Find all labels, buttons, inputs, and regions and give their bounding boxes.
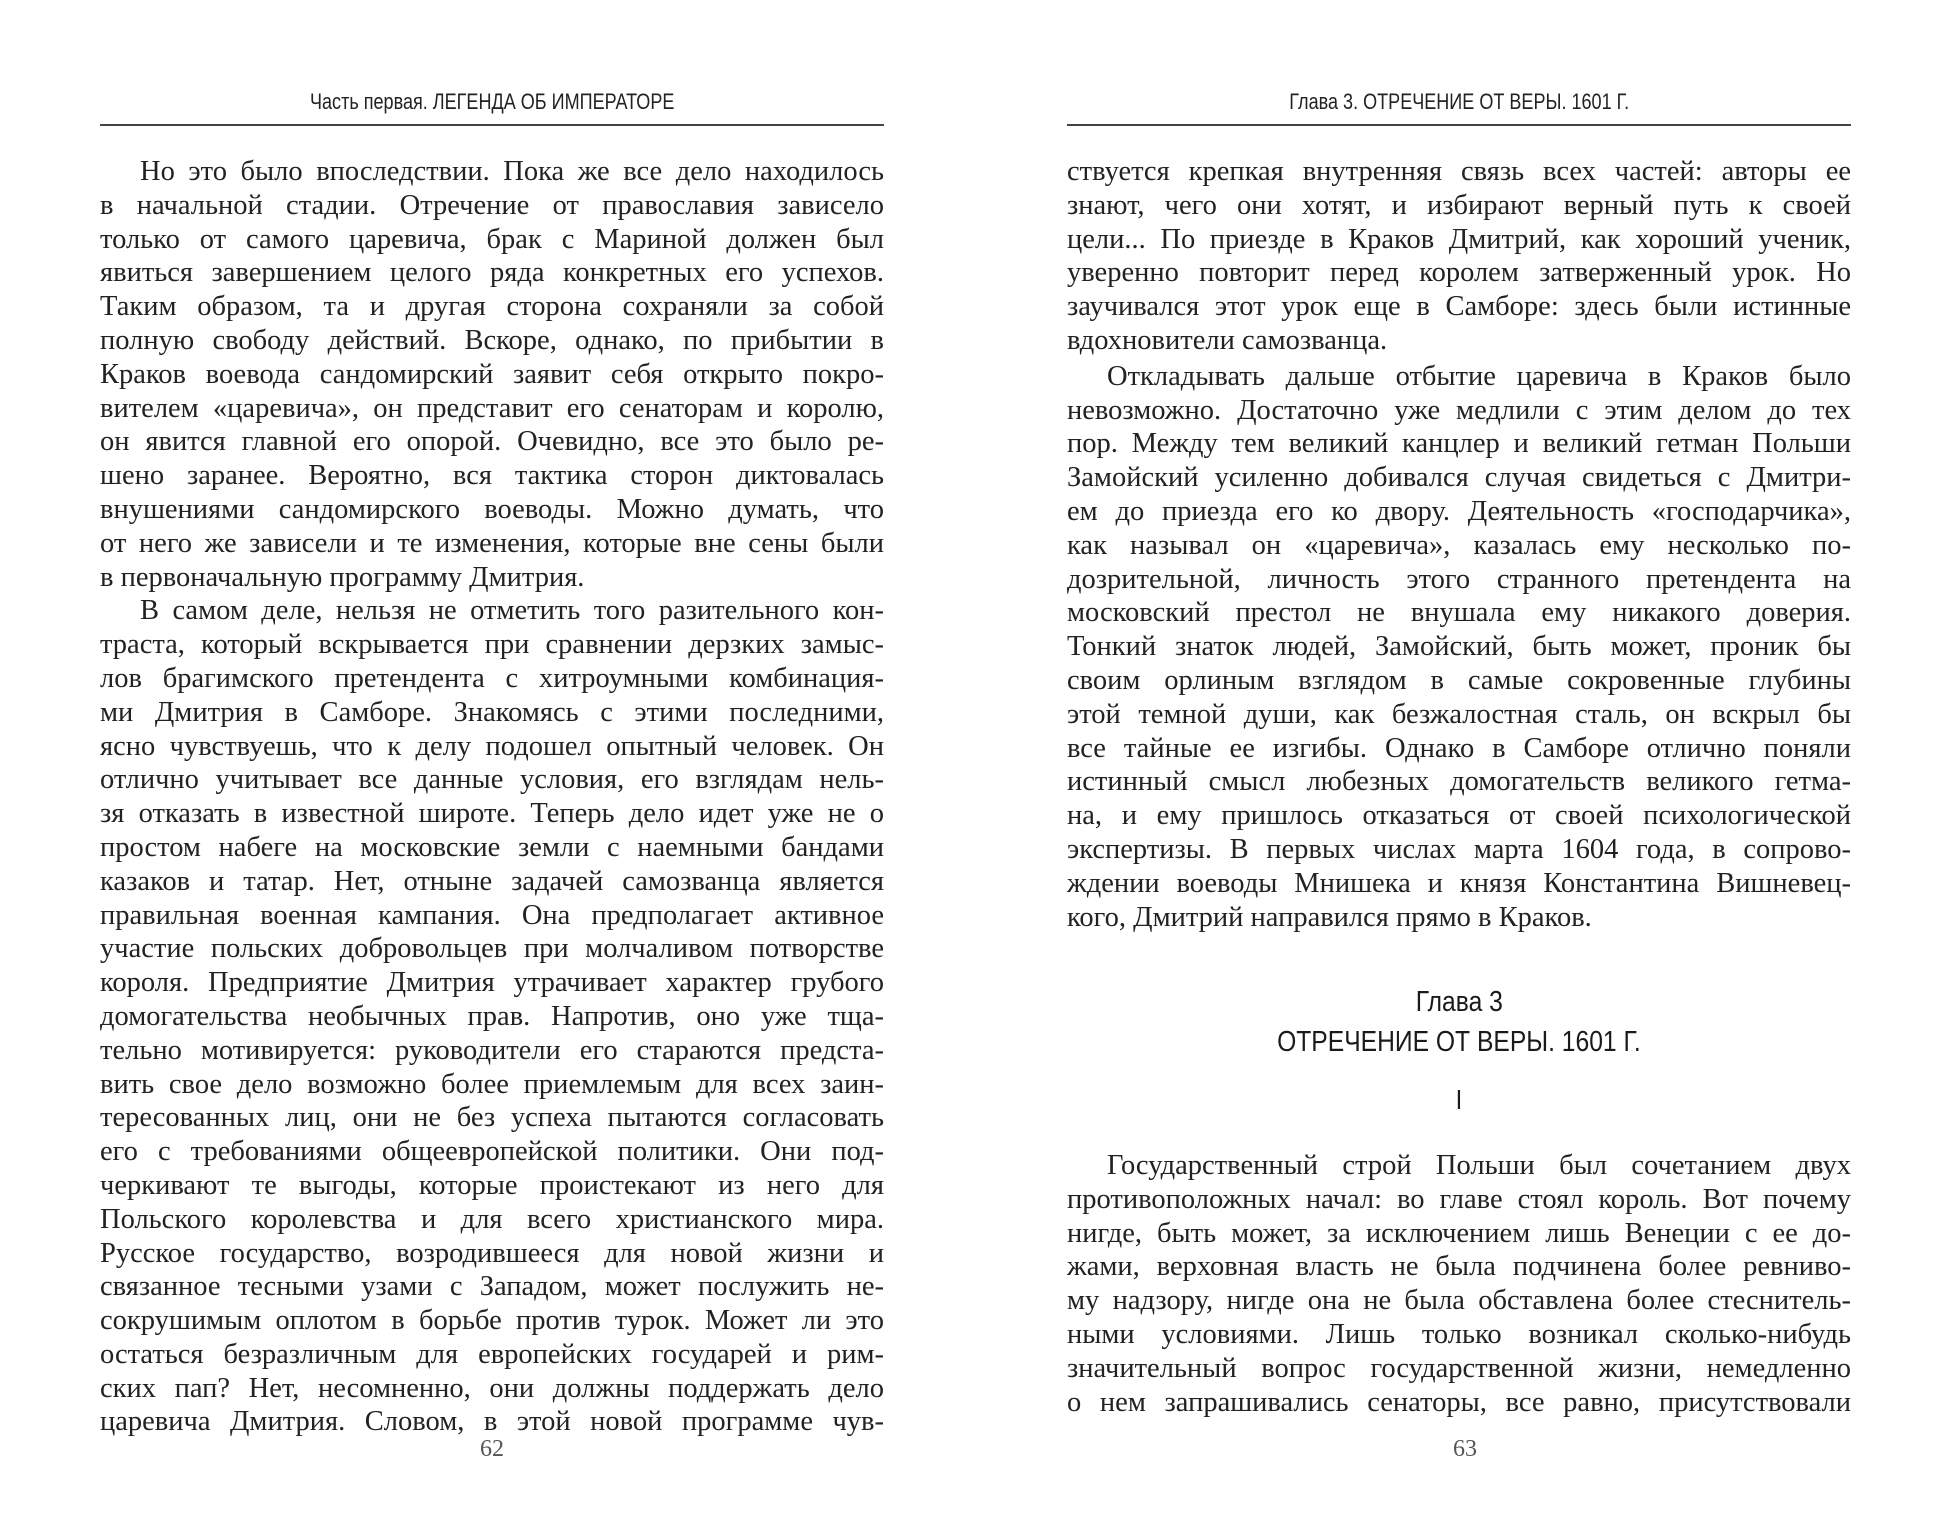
text-line: вдохновители самозванца.	[1067, 324, 1388, 356]
text-line: Русское государство, возродившееся для новой жизни и	[100, 1237, 884, 1269]
text-line: черкивают те выгоды, которые проистекают из него для	[100, 1169, 884, 1201]
text-line: кого, Дмитрий направился прямо в Краков.	[1067, 901, 1592, 933]
paragraph	[100, 155, 884, 594]
text-line: тельно мотивируется: руководители его стараются предста-	[100, 1034, 884, 1066]
text-line: сокрушимым оплотом в борьбе против турок. Может ли это	[100, 1305, 884, 1337]
chapter-label-text: Глава 3	[1415, 986, 1503, 1018]
body-text	[100, 155, 884, 1439]
text-line: о нем запрашивались сенаторы, все равно, присутствовали	[1067, 1386, 1851, 1418]
text-line: от него же зависели и те изменения, которые вне сены были	[100, 527, 884, 559]
text-line: ясно чувствуешь, что к делу подошел опытный человек. Он	[100, 730, 884, 762]
text-line: ми Дмитрия в Самборе. Знакомясь с этими последними,	[100, 696, 884, 728]
text-line: его с требованиями общеевропейской политики. Они под-	[100, 1136, 884, 1168]
text-line: Таким образом, та и другая сторона сохраняли за собой	[100, 291, 884, 323]
text-line: Государственный строй Польши был сочетанием двух	[1107, 1150, 1851, 1181]
text-line: явиться завершением целого ряда конкретных его успехов.	[100, 257, 884, 289]
page-number: 62	[480, 1436, 504, 1462]
text-line: В самом деле, нельзя не отметить того разительного кон-	[140, 595, 884, 627]
chapter-body-text	[1067, 1149, 1851, 1419]
text-line: ствуется крепкая внутренняя связь всех частей: авторы ее	[1067, 156, 1851, 187]
text-line: связанное тесными узами с Западом, может послужить не-	[100, 1271, 884, 1303]
text-line: ждении воеводы Мнишека и князя Константина Вишневец-	[1067, 867, 1851, 899]
text-line: дозрительной, личность этого странного претендента на	[1067, 563, 1851, 595]
text-line: экспертизы. В первых числах марта 1604 года, в сопрово-	[1067, 833, 1851, 865]
chapter-title	[1067, 1022, 1851, 1062]
text-line: московский престол не внушала ему никакого доверия.	[1067, 597, 1851, 629]
text-line: знают, чего они хотят, и избирают верный путь к своей	[1067, 189, 1851, 221]
text-line: все тайные ее изгибы. Однако в Самборе отлично поняли	[1067, 732, 1851, 764]
text-line: Тонкий знаток людей, Замойский, быть может, проник бы	[1067, 631, 1851, 663]
text-line: Краков воевода сандомирский заявит себя открыто покро-	[100, 358, 884, 390]
text-line: заучивался этот урок еще в Самборе: здесь были истинные	[1067, 291, 1851, 323]
text-line: ными условиями. Лишь только возникал сколько-нибудь	[1067, 1318, 1851, 1350]
text-line: в начальной стадии. Отречение от православия зависело	[100, 189, 884, 221]
section-number	[1067, 1082, 1851, 1118]
text-line: в первоначальную программу Дмитрия.	[100, 561, 585, 593]
header-rule	[100, 124, 884, 126]
text-line: противоположных начал: во главе стоял король. Вот почему	[1067, 1183, 1851, 1215]
paragraph	[1067, 1149, 1851, 1419]
chapter-title-text: ОТРЕЧЕНИЕ ОТ ВЕРЫ. 1601 Г.	[1277, 1026, 1641, 1058]
text-line: ских пап? Нет, несомненно, они должны поддержать дело	[100, 1372, 884, 1404]
text-line: на, и ему пришлось отказаться от своей психологической	[1067, 800, 1851, 832]
text-line: значительный вопрос государственной жизни, немедленно	[1067, 1352, 1851, 1384]
text-line: истинный смысл любезных домогательств великого гетма-	[1067, 766, 1851, 798]
header-rule	[1067, 124, 1851, 126]
text-line: своим орлиным взглядом в самые сокровенные глубины	[1067, 664, 1851, 696]
running-head	[100, 86, 884, 118]
text-line: внушениями сандомирского воеводы. Можно думать, что	[100, 493, 884, 525]
text-line: простом набеге на московские земли с наемными бандами	[100, 831, 884, 863]
text-line: только от самого царевича, брак с Мариной должен был	[100, 223, 884, 255]
body-text	[1067, 155, 1851, 934]
text-line: короля. Предприятие Дмитрия утрачивает характер грубого	[100, 967, 884, 999]
text-line: жами, верховная власть не была подчинена более ревниво-	[1067, 1251, 1851, 1283]
text-line: полную свободу действий. Вскоре, однако, по прибытии в	[100, 324, 884, 356]
text-line: Замойский усиленно добивался случая свидеться с Дмитри-	[1067, 462, 1851, 494]
text-line: нигде, быть может, за исключением лишь Венеции с ее до-	[1067, 1217, 1851, 1249]
text-line: вить свое дело возможно более приемлемым для всех заин-	[100, 1068, 884, 1100]
paragraph	[1067, 360, 1851, 935]
text-line: шено заранее. Вероятно, вся тактика сторон диктовалась	[100, 460, 884, 492]
page-number: 63	[1453, 1436, 1477, 1462]
text-line: казаков и татар. Нет, отныне задачей самозванца является	[100, 865, 884, 897]
running-head-text: Глава 3. ОТРЕЧЕНИЕ ОТ ВЕРЫ. 1601 Г.	[1289, 89, 1629, 114]
text-line: Но это было впоследствии. Пока же все дело находилось	[140, 156, 884, 187]
text-line: траста, который вскрывается при сравнении дерзких замыс-	[100, 629, 884, 661]
text-line: лов брагимского претендента с хитроумными комбинация-	[100, 662, 884, 694]
text-line: остаться безразличным для европейских государей и рим-	[100, 1338, 884, 1370]
paragraph	[1067, 155, 1851, 358]
text-line: царевича Дмитрия. Словом, в этой новой программе чув-	[100, 1406, 884, 1438]
chapter-label	[1067, 982, 1851, 1022]
text-line: вителем «царевича», он представит его сенаторам и королю,	[100, 392, 884, 424]
running-head-text: Часть первая. ЛЕГЕНДА ОБ ИМПЕРАТОРЕ	[309, 89, 675, 114]
text-line: этой темной души, как безжалостная сталь, он вскрыл бы	[1067, 698, 1851, 730]
section-number-text: I	[1455, 1084, 1463, 1115]
text-line: Польского королевства и для всего христианского мира.	[100, 1203, 884, 1235]
text-line: невозможно. Достаточно уже медлили с этим делом до тех	[1067, 394, 1851, 426]
text-line: участие польских добровольцев при молчаливом потворстве	[100, 933, 884, 965]
paragraph	[100, 594, 884, 1439]
text-line: тересованных лиц, они не без успеха пытаются согласовать	[100, 1102, 884, 1134]
text-line: цели... По приезде в Краков Дмитрий, как хороший ученик,	[1067, 223, 1851, 255]
text-line: как называл он «царевича», казалась ему несколько по-	[1067, 529, 1851, 561]
text-line: правильная военная кампания. Она предполагает активное	[100, 899, 884, 931]
text-line: домогательства необычных прав. Напротив, оно уже тща-	[100, 1000, 884, 1032]
text-line: зя отказать в известной широте. Теперь дело идет уже не о	[100, 798, 884, 830]
text-line: пор. Между тем великий канцлер и великий гетман Польши	[1067, 428, 1851, 460]
text-line: уверенно повторит перед королем затверженный урок. Но	[1067, 257, 1851, 289]
text-line: ем до приезда его ко двору. Деятельность «господарчика»,	[1067, 495, 1851, 527]
text-line: му надзору, нигде она не была обставлена более стеснитель-	[1067, 1285, 1851, 1317]
right-page	[976, 0, 1952, 1536]
text-line: отлично учитывает все данные условия, его взглядам нель-	[100, 764, 884, 796]
running-head	[1067, 86, 1851, 118]
text-line: он явится главной его опорой. Очевидно, все это было ре-	[100, 426, 884, 458]
text-line: Откладывать дальше отбытие царевича в Краков было	[1107, 360, 1851, 392]
